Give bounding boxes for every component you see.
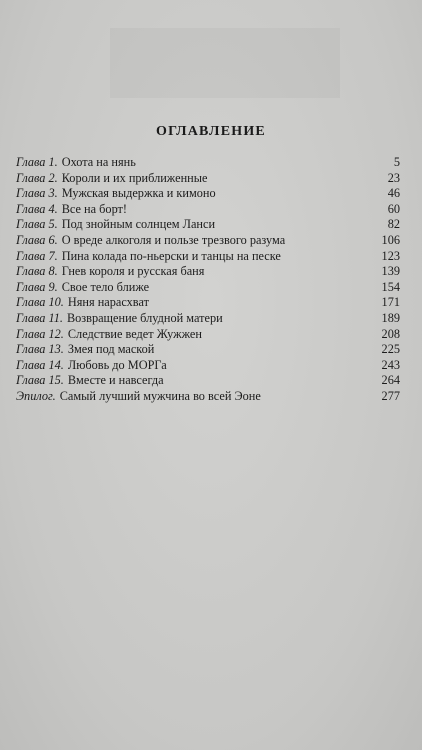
toc-entry-label: Глава 3. [16,186,58,201]
toc-entry-page: 264 [381,373,400,388]
toc-entry-label: Глава 6. [16,232,58,247]
toc-entry-page: 171 [381,295,400,310]
toc-entry-label: Глава 2. [16,170,58,185]
toc-entry-chapter-2 [16,171,400,187]
toc-entry-title: Мужская выдержка и кимоно [61,186,216,201]
toc-entry-title: Возвращение блудной матери [66,310,223,325]
toc-entry-page: 225 [381,342,400,357]
toc-entry-chapter-9 [16,280,400,296]
toc-entry-chapter-12 [16,327,400,343]
toc-entry-title: Свое тело ближе [61,279,150,294]
toc-entry-page: 154 [381,279,400,294]
toc-entry-chapter-7 [16,249,400,265]
toc-entry-title: Короли и их приближенные [61,170,208,185]
table-of-contents [16,155,400,405]
toc-entry-title: Следствие ведет Жужжен [67,326,202,341]
toc-entry-page: 82 [387,217,400,232]
toc-entry-chapter-4 [16,202,400,218]
toc-entry-label: Глава 14. [16,357,64,372]
toc-entry-title: Все на борт! [61,201,128,216]
toc-entry-title: Змея под маской [67,342,155,357]
toc-entry-page: 106 [381,232,400,247]
toc-entry-title: Под знойным солнцем Ланси [61,217,216,232]
toc-entry-page: 60 [387,201,400,216]
toc-entry-title: Гнев короля и русская баня [61,264,205,279]
toc-entry-chapter-3 [16,186,400,202]
toc-entry-title: Пина колада по-ньерски и танцы на песке [61,248,281,263]
toc-entry-label: Глава 12. [16,326,64,341]
toc-entry-page: 277 [381,388,400,403]
toc-entry-chapter-5 [16,217,400,233]
toc-entry-label: Глава 7. [16,248,58,263]
toc-entry-chapter-8 [16,264,400,280]
toc-entry-label: Глава 10. [16,295,64,310]
toc-entry-page: 46 [387,186,400,201]
toc-entry-page: 243 [381,357,400,372]
toc-entry-label: Глава 8. [16,264,58,279]
toc-entry-label: Глава 15. [16,373,64,388]
toc-entry-label: Глава 11. [16,310,63,325]
toc-entry-page: 189 [381,310,400,325]
toc-entry-title: Самый лучший мужчина во всей Эоне [59,388,261,403]
toc-entry-title: Любовь до МОРГа [67,357,167,372]
toc-entry-label: Глава 1. [16,155,58,169]
show-through-print [110,28,340,98]
toc-entry-label: Эпилог. [16,388,56,403]
toc-entry-chapter-15 [16,373,400,389]
toc-entry-page: 123 [381,248,400,263]
toc-entry-chapter-6 [16,233,400,249]
toc-entry-chapter-14 [16,358,400,374]
toc-entry-page: 208 [381,326,400,341]
toc-entry-label: Глава 5. [16,217,58,232]
toc-entry-label: Глава 4. [16,201,58,216]
toc-entry-title: Няня нарасхват [67,295,149,310]
toc-entry-chapter-13 [16,342,400,358]
toc-entry-label: Глава 9. [16,279,58,294]
toc-entry-epilogue [16,389,400,405]
toc-entry-title: Вместе и навсегда [67,373,164,388]
toc-entry-chapter-11 [16,311,400,327]
toc-entry-page: 23 [387,170,400,185]
toc-entry-page: 139 [381,264,400,279]
toc-entry-title: Охота на нянь [61,155,136,169]
toc-entry-page: 5 [393,155,400,169]
toc-entry-title: О вреде алкоголя и пользе трезвого разума [61,232,286,247]
toc-entry-label: Глава 13. [16,342,64,357]
toc-title: ОГЛАВЛЕНИЕ [156,124,266,139]
toc-entry-chapter-10 [16,295,400,311]
toc-entry-chapter-1 [16,155,400,171]
